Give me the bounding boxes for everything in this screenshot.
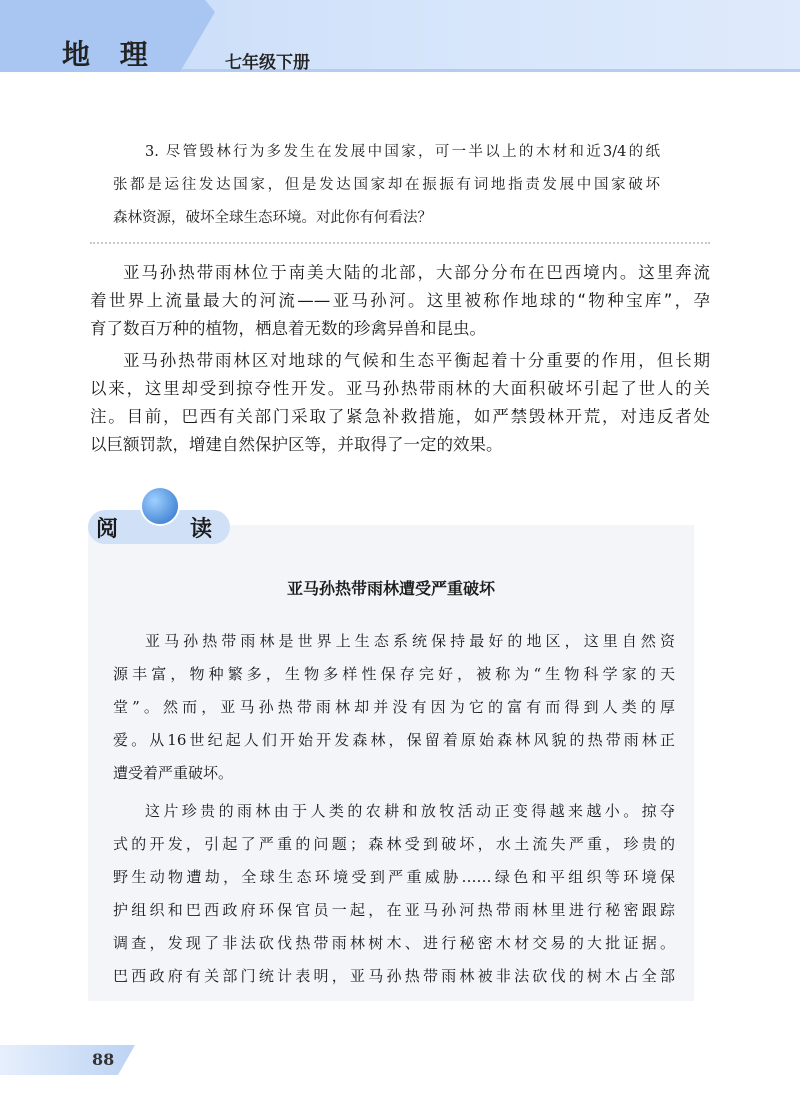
footer-tab — [0, 1045, 135, 1075]
body-line: 着世界上流量最大的河流——亚马孙河。这里被称作地球的“物种宝库”，孕 — [90, 291, 710, 310]
reading-line: 这片珍贵的雨林由于人类的农耕和放牧活动正变得越来越小。掠夺 — [145, 802, 675, 820]
body-line: 亚马孙热带雨林位于南美大陆的北部，大部分分布在巴西境内。这里奔流 — [123, 263, 710, 282]
body-line: 育了数百万种的植物，栖息着无数的珍禽异兽和昆虫。 — [90, 319, 486, 338]
globe-book-icon — [140, 486, 180, 526]
dotted-divider — [90, 242, 710, 244]
reading-line: 堂”。然而，亚马孙热带雨林却并没有因为它的富有而得到人类的厚 — [113, 698, 675, 716]
reading-line: 遭受着严重破坏。 — [113, 764, 234, 782]
reading-line: 源丰富，物种繁多，生物多样性保存完好，被称为“生物科学家的天 — [113, 665, 675, 683]
body-line: 以巨额罚款，增建自然保护区等，并取得了一定的效果。 — [90, 435, 503, 454]
reading-line: 野生动物遭劫，全球生态环境受到严重威胁……绿色和平组织等环境保 — [113, 868, 675, 886]
reading-title: 亚马孙热带雨林遭受严重破坏 — [286, 579, 495, 598]
body-line: 注。目前，巴西有关部门采取了紧急补救措施，如严禁毁林开荒，对违反者处 — [90, 407, 710, 426]
badge-right-text: 读 — [190, 517, 213, 542]
body-line: 亚马孙热带雨林区对地球的气候和生态平衡起着十分重要的作用，但长期 — [123, 351, 710, 370]
page-header — [0, 0, 800, 72]
page-number: 88 — [92, 1050, 115, 1069]
question-line: 张都是运往发达国家，但是发达国家却在振振有词地指责发展中国家破坏 — [113, 177, 660, 193]
reading-line: 护组织和巴西政府环保官员一起，在亚马孙河热带雨林里进行秘密跟踪 — [113, 901, 675, 919]
reading-line: 巴西政府有关部门统计表明，亚马孙热带雨林被非法砍伐的树木占全部 — [113, 967, 675, 985]
reading-line: 亚马孙热带雨林是世界上生态系统保持最好的地区，这里自然资 — [145, 632, 675, 650]
reading-line: 调查，发现了非法砍伐热带雨林树木、进行秘密木材交易的大批证据。 — [113, 934, 675, 952]
reading-line: 爱。从16世纪起人们开始开发森林，保留着原始森林风貌的热带雨林正 — [113, 731, 675, 749]
question-line: 3. 尽管毁林行为多发生在发展中国家，可一半以上的木材和近3/4的纸 — [145, 144, 660, 160]
grade-label: 七年级下册 — [225, 53, 310, 73]
question-line: 森林资源，破坏全球生态环境。对此你有何看法？ — [113, 210, 432, 226]
subject-title: 地 理 — [62, 38, 158, 71]
reading-line: 式的开发，引起了严重的问题；森林受到破坏，水土流失严重，珍贵的 — [113, 835, 675, 853]
body-line: 以来，这里却受到掠夺性开发。亚马孙热带雨林的大面积破坏引起了世人的关 — [90, 379, 710, 398]
badge-left-text: 阅 — [96, 517, 119, 542]
